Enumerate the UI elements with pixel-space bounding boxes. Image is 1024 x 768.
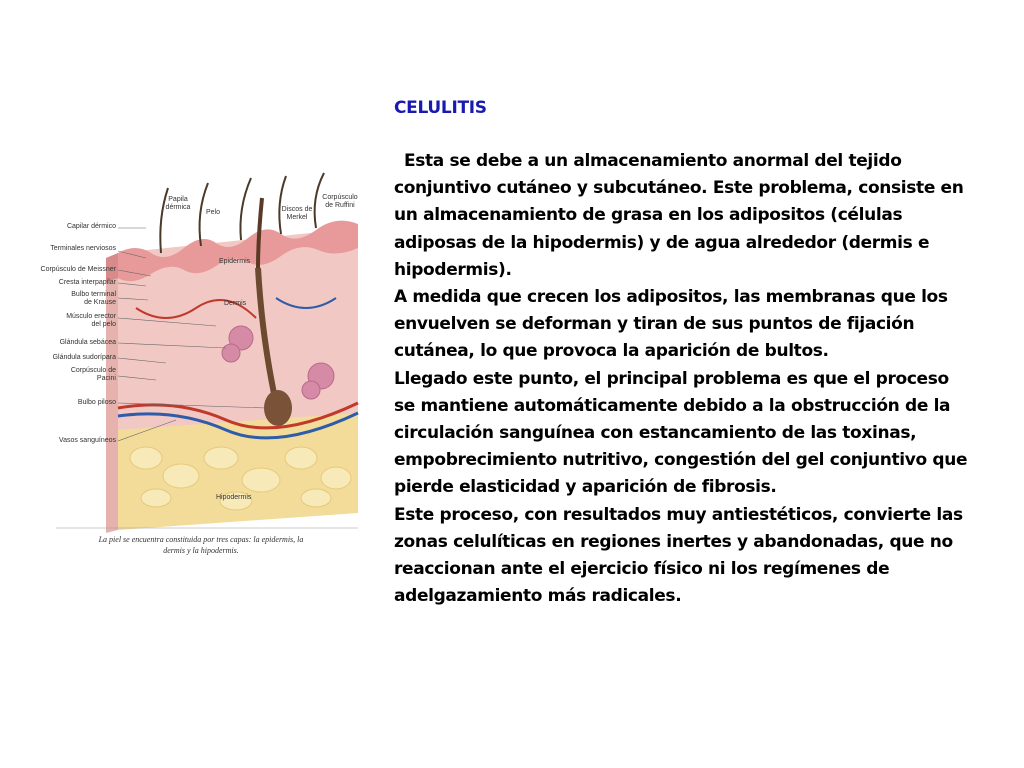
- label-bulbo-krause: Bulbo terminal de Krause: [71, 291, 116, 306]
- skin-anatomy-figure: [36, 158, 360, 570]
- label-capilar-dermico: Capilar dérmico: [66, 223, 116, 230]
- label-epidermis: Epidermis: [219, 258, 251, 265]
- label-glandula-sudoripara: Glándula sudorípara: [52, 354, 116, 361]
- label-corpusculo-pacini: Corpúsculo de Pacini: [70, 367, 116, 382]
- label-pelo: Pelo: [206, 209, 221, 216]
- label-hipodermis: Hipodermis: [216, 494, 252, 501]
- paragraph-1: Esta se debe a un almacenamiento anormal del tejido conjuntivo cutáneo y subcutáneo. Este problema, consiste en un almacenamiento de grasa en los adipositos (células adiposas de la hipodermis) y de agua alrededor (dermis e hipodermis).: [394, 151, 964, 280]
- paragraph-4: Este proceso, con resultados muy antiestéticos, convierte las zonas celulíticas en regiones inertes y abandonadas, que no reaccionan ante el ejercicio físico ni los regímenes de adelgazamiento más radicales.: [394, 504, 963, 607]
- label-corpusculo-ruffini: Corpúsculo de Ruffini: [322, 194, 358, 209]
- page-title: CELULITIS: [394, 98, 487, 118]
- label-terminales-nerviosos: Terminales nerviosos: [50, 245, 116, 252]
- figure-caption: La piel se encuentra constituida por tres capas: la epidermis, la dermis y la hipodermis.: [98, 535, 304, 555]
- label-glandula-sebacea: Glándula sebácea: [59, 339, 116, 346]
- paragraph-3: Llegado este punto, el principal problema es que el proceso se mantiene automáticamente debido a la obstrucción de la circulación sanguínea con estancamiento de las toxinas, empobrecimiento nutritivo, congestión del gel conjuntivo que pierde elasticidad y aparición de fibrosis.: [394, 368, 968, 498]
- label-discos-merkel: Discos de Merkel: [281, 206, 313, 221]
- label-vasos-sanguineos: Vasos sanguíneos: [58, 437, 116, 444]
- article-text: [394, 98, 974, 610]
- label-cresta-interpapilar: Cresta interpapilar: [58, 279, 116, 286]
- label-bulbo-piloso: Bulbo piloso: [77, 399, 116, 406]
- label-musculo-erector: Músculo erector del pelo: [66, 313, 116, 328]
- label-corpusculo-meissner: Corpúsculo de Meissner: [40, 266, 116, 273]
- paragraph-2: A medida que crecen los adipositos, las membranas que los envuelven se deforman y tiran de sus puntos de fijación cutánea, lo que provoca la aparición de bultos.: [394, 287, 948, 362]
- label-papila-dermica: Papila dérmica: [165, 196, 191, 211]
- label-dermis: Dermis: [224, 300, 247, 307]
